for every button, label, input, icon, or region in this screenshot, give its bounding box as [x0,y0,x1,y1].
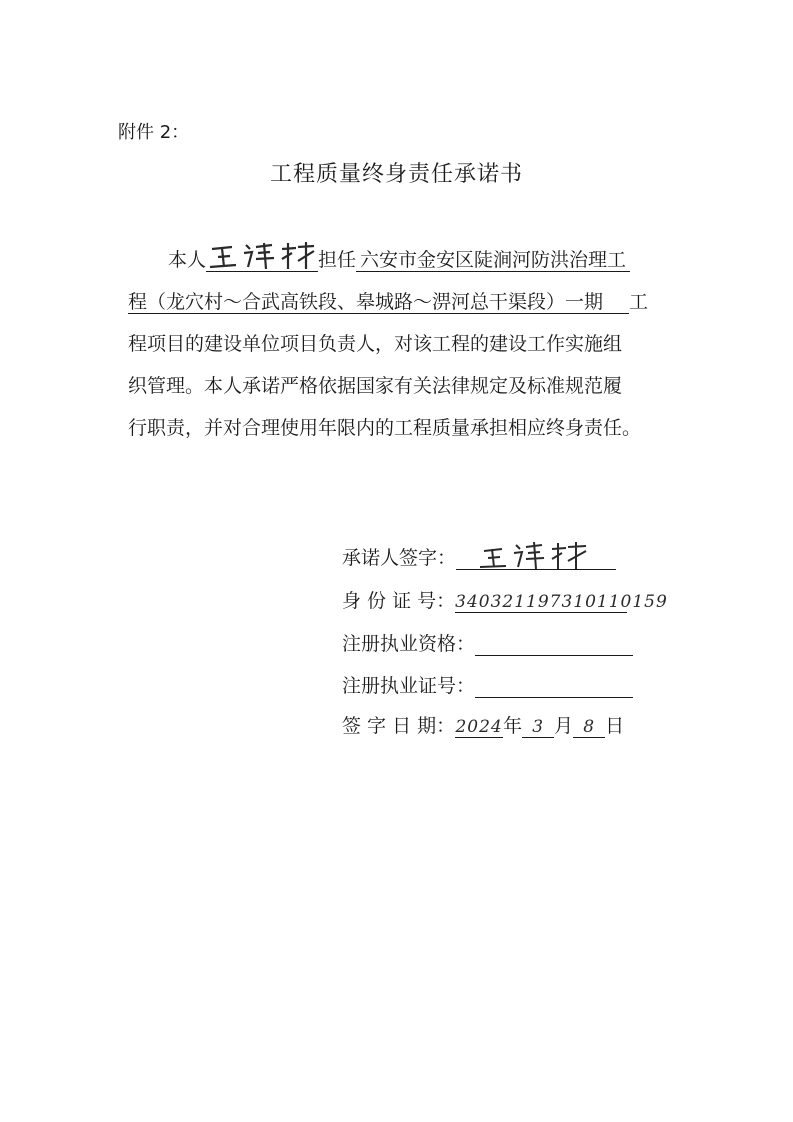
cert-number-field [475,675,633,698]
project-name-part2: 程（龙穴村～合武高铁段、皋城路～淠河总干渠段）一期 [128,291,604,313]
date-year: 2024 [455,717,503,737]
date-row [342,711,624,738]
cert-number-row [342,671,633,698]
project-name-part1: 六安市金安区陡涧河防洪治理工 [356,249,630,272]
qualification-label: 注册执业资格： [342,633,476,655]
document-title: 工程质量终身责任承诺书 [269,162,523,187]
date-day: 8 [573,717,605,738]
body-line-4: 织管理。本人承诺严格依据国家有关法律规定及标准规范履 [128,375,623,397]
date-month: 3 [522,717,554,738]
attachment-label: 附件 2： [118,122,190,143]
date-year-unit: 年 [503,715,523,737]
handwritten-signature-icon [206,239,318,269]
body-line-2 [128,291,648,314]
body-line-1 [168,247,630,272]
date-day-unit: 日 [605,715,625,737]
date-label: 签 字 日 期： [342,715,456,737]
handwritten-signature-icon [456,539,606,571]
underline-gap [603,291,629,314]
cert-number-label: 注册执业证号： [342,675,476,697]
body-line-5: 行职责，并对合理使用年限内的工程质量承担相应终身责任。 [128,417,642,439]
signer-row [342,543,616,570]
body-line-3: 程项目的建设单位项目负责人，对该工程的建设工作实施组 [128,333,623,355]
body-prefix: 本人 [168,249,207,271]
date-month-unit: 月 [554,715,574,737]
qualification-row [342,629,633,656]
id-number-value: 340321197310110159 [455,592,668,612]
signer-label: 承诺人签字： [342,547,457,569]
body-role-word: 担任 [318,249,357,271]
signer-signature [456,543,616,570]
qualification-field [475,633,633,656]
id-label: 身 份 证 号： [342,590,456,612]
id-row [342,586,668,613]
signature-inline [206,247,318,272]
body-line2-tail: 工 [629,291,649,313]
